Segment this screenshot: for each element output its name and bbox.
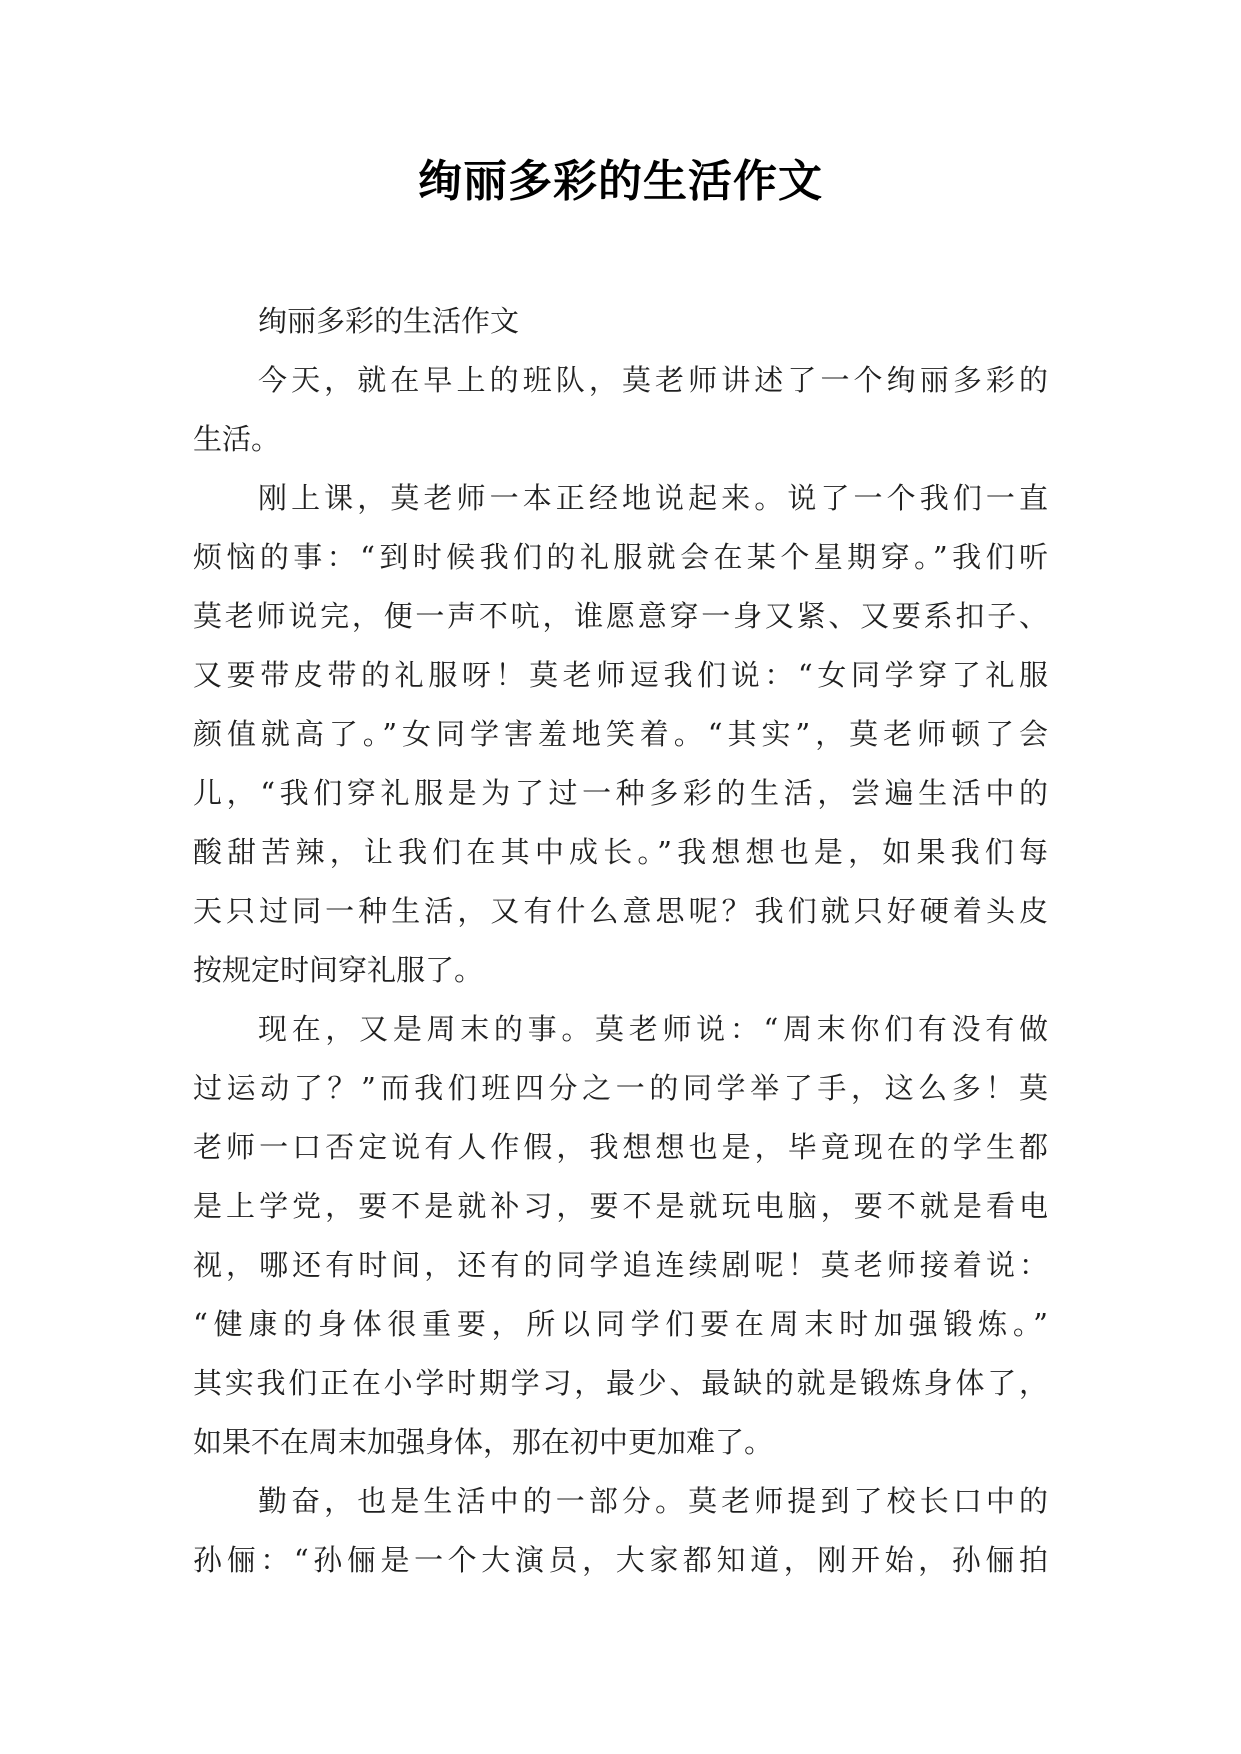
paragraph-3-line-2: 过运动了？”而我们班四分之一的同学举了手，这么多！莫	[193, 1071, 1048, 1105]
paragraph-2-line-6: 儿，“我们穿礼服是为了过一种多彩的生活，尝遍生活中的	[193, 776, 1048, 810]
paragraph-3-line-1: 现在，又是周末的事。莫老师说：“周末你们有没有做	[258, 1012, 1048, 1046]
paragraph-3-line-6: “健康的身体很重要，所以同学们要在周末时加强锻炼。”	[193, 1307, 1048, 1341]
paragraph-3-line-5: 视，哪还有时间，还有的同学追连续剧呢！莫老师接着说：	[193, 1248, 1048, 1282]
paragraph-1-line-2: 生活。	[193, 422, 281, 456]
document-title: 绚丽多彩的生活作文	[418, 156, 823, 207]
paragraph-2-line-2: 烦恼的事：“到时候我们的礼服就会在某个星期穿。”我们听	[193, 540, 1048, 574]
paragraph-3-line-3: 老师一口否定说有人作假，我想想也是，毕竟现在的学生都	[193, 1130, 1048, 1164]
paragraph-4-line-1: 勤奋，也是生活中的一部分。莫老师提到了校长口中的	[258, 1484, 1048, 1518]
paragraph-3-line-8: 如果不在周末加强身体，那在初中更加难了。	[193, 1425, 774, 1459]
paragraph-3-line-4: 是上学党，要不是就补习，要不是就玩电脑，要不就是看电	[193, 1189, 1048, 1223]
subtitle-line: 绚丽多彩的生活作文	[258, 304, 520, 338]
paragraph-2-line-3: 莫老师说完，便一声不吭，谁愿意穿一身又紧、又要系扣子、	[193, 599, 1048, 633]
paragraph-2-line-4: 又要带皮带的礼服呀！莫老师逗我们说：“女同学穿了礼服	[193, 658, 1048, 692]
paragraph-2-line-7: 酸甜苦辣，让我们在其中成长。”我想想也是，如果我们每	[193, 835, 1048, 869]
paragraph-2-line-1: 刚上课，莫老师一本正经地说起来。说了一个我们一直	[258, 481, 1048, 515]
paragraph-2-line-5: 颜值就高了。”女同学害羞地笑着。“其实”，莫老师顿了会	[193, 717, 1048, 751]
essay-body	[193, 292, 1048, 1590]
paragraph-2-line-9: 按规定时间穿礼服了。	[193, 953, 484, 987]
paragraph-4-line-2: 孙俪：“孙俪是一个大演员，大家都知道，刚开始，孙俪拍	[193, 1543, 1048, 1577]
paragraph-3-line-7: 其实我们正在小学时期学习，最少、最缺的就是锻炼身体了，	[193, 1366, 1048, 1400]
paragraph-1-line-1: 今天，就在早上的班队，莫老师讲述了一个绚丽多彩的	[258, 363, 1048, 397]
paragraph-2-line-8: 天只过同一种生活，又有什么意思呢？我们就只好硬着头皮	[193, 894, 1048, 928]
